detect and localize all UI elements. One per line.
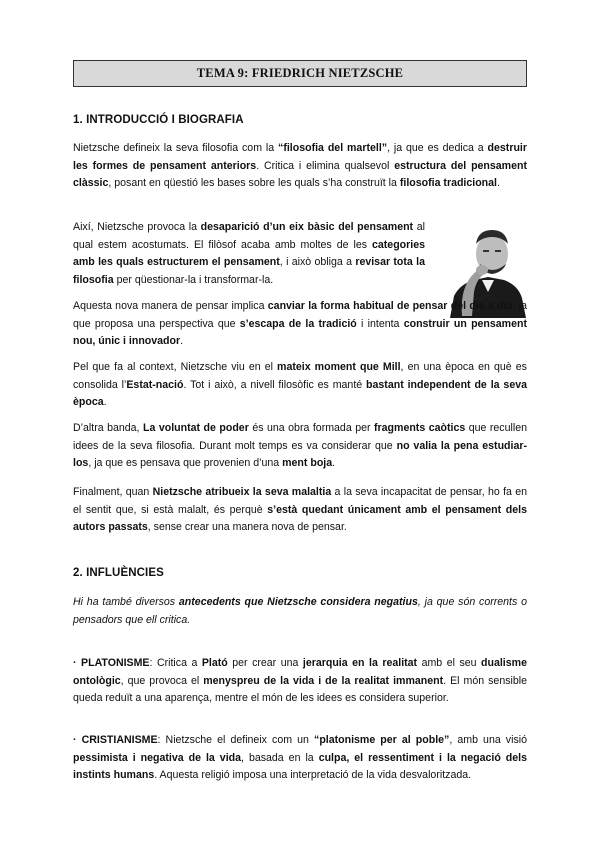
- section-heading-introduccio: 1. INTRODUCCIÓ I BIOGRAFIA: [73, 114, 244, 126]
- body-text: . El món sensible queda reduït a una aparença, mentre el món de les idees es considera superior.: [73, 674, 527, 705]
- emphasis-text: construir un pensament nou, únic i innovador: [73, 317, 527, 348]
- body-text: Hi ha també diversos: [73, 596, 179, 608]
- emphasis-text: · CRISTIANISME: [73, 734, 158, 746]
- emphasis-text: · PLATONISME: [73, 657, 150, 669]
- emphasis-text: ment boja: [282, 457, 333, 470]
- emphasis-text: “filosofia del martell”: [278, 142, 388, 154]
- paragraph-4: [73, 359, 527, 412]
- body-text: , sense crear una manera nova de pensar.: [147, 521, 347, 534]
- body-text: al qual estem acostumats. El filòsof acaba amb moltes de les: [73, 221, 425, 251]
- emphasis-text: dualisme ontològic: [73, 657, 527, 687]
- paragraph-3: [73, 298, 527, 351]
- body-text: .: [496, 177, 500, 190]
- paragraph-1: [73, 140, 527, 193]
- body-text: per qüestionar-la i transformar-la.: [113, 273, 274, 286]
- page-title-text: TEMA 9: FRIEDRICH NIETZSCHE: [196, 66, 404, 80]
- paragraph-5: [73, 420, 527, 473]
- emphasis-text: estructura del pensament clàssic: [73, 159, 527, 190]
- emphasis-text: Estat-nació: [126, 378, 184, 391]
- body-text: Nietzsche defineix la seva filosofia com la: [73, 142, 279, 154]
- emphasis-text: canviar la forma habitual de pensar del dia a dia: [267, 300, 513, 312]
- emphasis-text: Nietzsche atribueix la seva malaltia: [152, 486, 332, 498]
- emphasis-text: “platonisme per al poble”: [314, 734, 450, 746]
- body-text: .: [180, 335, 184, 348]
- body-text: , ja que són corrents o pensadors que ell critica.: [73, 596, 527, 626]
- body-text: és una obra formada per: [248, 422, 375, 434]
- body-text: que recullen idees de la seva filosofia. Durant molt temps es va considerar que: [73, 422, 527, 452]
- body-text: Finalment, quan: [73, 486, 153, 498]
- section-heading-influencies: 2. INFLUÈNCIES: [73, 567, 164, 579]
- emphasis-text: La voluntat de poder: [143, 422, 249, 434]
- body-text: .: [332, 457, 336, 470]
- body-text: , en una època en què es consolida l’: [73, 361, 527, 391]
- body-text: D’altra banda,: [73, 422, 143, 434]
- emphasis-text: mateix moment que Mill: [277, 361, 401, 373]
- emphasis-text: no valia la pena estudiar-los: [73, 439, 528, 470]
- body-text: : Critica a: [149, 657, 202, 669]
- body-text: . Critica i elimina qualsevol: [256, 159, 395, 172]
- emphasis-text: destruir les formes de pensament anteriors: [73, 142, 527, 172]
- body-text: amb el seu: [417, 657, 482, 669]
- emphasis-text: fragments caòtics: [374, 422, 466, 434]
- body-text: , ja que es pensava que provenien d’una: [88, 457, 283, 470]
- emphasis-text: jerarquia en la realitat: [302, 657, 418, 669]
- body-text: , posant en qüestió les bases sobre les quals s’ha construït la: [108, 177, 400, 190]
- body-text: , ja que es dedica a: [387, 142, 488, 154]
- cristianisme-item: [73, 732, 527, 785]
- emphasis-text: s’està quedant únicament amb el pensament dels autors passats: [73, 503, 527, 534]
- influences-intro: [73, 594, 527, 629]
- emphasis-text: antecedents que Nietzsche considera negatius: [178, 596, 418, 608]
- body-text: per crear una: [227, 657, 303, 669]
- body-text: Així, Nietzsche provoca la: [73, 221, 201, 233]
- body-text: , que provoca el: [120, 674, 204, 687]
- body-text: , basada en la: [241, 751, 319, 764]
- body-text: Aquesta nova manera de pensar implica: [73, 300, 268, 312]
- page-title: [73, 60, 527, 87]
- body-text: .: [103, 396, 107, 409]
- platonisme-item: [73, 655, 527, 708]
- paragraph-6: [73, 484, 527, 537]
- paragraph-2: [73, 219, 425, 289]
- emphasis-text: pessimista i negativa de la vida: [73, 751, 242, 764]
- body-text: . Tot i això, a nivell filosòfic es manté: [183, 378, 367, 391]
- body-text: . Aquesta religió imposa una interpretació de la vida desvaloritzada.: [154, 769, 472, 782]
- emphasis-text: desaparició d’un eix bàsic del pensament: [200, 221, 414, 233]
- emphasis-text: bastant independent de la seva època: [73, 378, 527, 409]
- emphasis-text: categories amb les quals estructurem el pensament: [73, 238, 425, 269]
- emphasis-text: culpa, el ressentiment i la negació dels instints humans: [73, 751, 527, 782]
- body-text: Pel que fa al context, Nietzsche viu en el: [73, 361, 278, 373]
- body-text: a la seva incapacitat de pensar, ho fa en el sentit que, si està malalt, és perquè: [73, 486, 527, 516]
- emphasis-text: s’escapa de la tradició: [239, 317, 357, 330]
- body-text: , i això obliga a: [279, 256, 356, 269]
- emphasis-text: filosofia tradicional: [399, 177, 497, 190]
- emphasis-text: menyspreu de la vida i de la realitat immanent: [203, 674, 444, 687]
- emphasis-text: revisar tota la filosofia: [73, 256, 425, 286]
- emphasis-text: Plató: [201, 657, 228, 669]
- body-text: , amb una visió: [449, 734, 527, 746]
- body-text: i intenta: [356, 317, 404, 330]
- body-text: , ja que proposa una perspectiva que: [73, 300, 527, 330]
- body-text: : Nietzsche el defineix com un: [157, 734, 315, 746]
